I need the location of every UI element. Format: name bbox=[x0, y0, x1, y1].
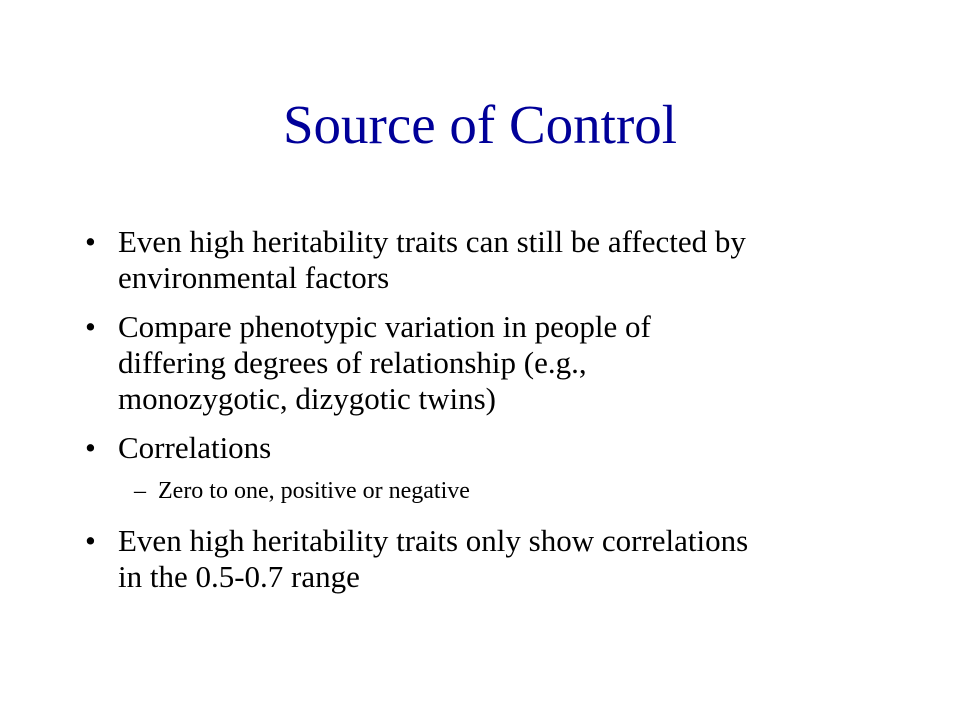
bullet-line: monozygotic, dizygotic twins) bbox=[118, 381, 496, 416]
bullet-icon: • bbox=[85, 224, 96, 259]
sub-bullet-line: Zero to one, positive or negative bbox=[158, 478, 470, 504]
bullet-list bbox=[85, 224, 885, 608]
bullet-line: Correlations bbox=[118, 430, 272, 465]
bullet-icon: • bbox=[85, 309, 96, 344]
bullet-line: Compare phenotypic variation in people of bbox=[118, 309, 651, 344]
dash-icon: – bbox=[134, 478, 146, 504]
bullet-line: environmental factors bbox=[118, 260, 390, 295]
bullet-item bbox=[85, 523, 885, 595]
sub-bullet-item bbox=[85, 476, 885, 506]
bullet-icon: • bbox=[85, 523, 96, 558]
bullet-item bbox=[85, 224, 885, 296]
slide-title: Source of Control bbox=[282, 94, 678, 155]
bullet-line: Even high heritability traits can still be affected by bbox=[118, 224, 746, 259]
bullet-line: in the 0.5-0.7 range bbox=[118, 559, 360, 594]
bullet-item bbox=[85, 309, 885, 417]
bullet-line: differing degrees of relationship (e.g., bbox=[118, 345, 587, 380]
bullet-item bbox=[85, 430, 885, 466]
bullet-icon: • bbox=[85, 430, 96, 465]
bullet-line: Even high heritability traits only show correlations bbox=[118, 523, 749, 558]
